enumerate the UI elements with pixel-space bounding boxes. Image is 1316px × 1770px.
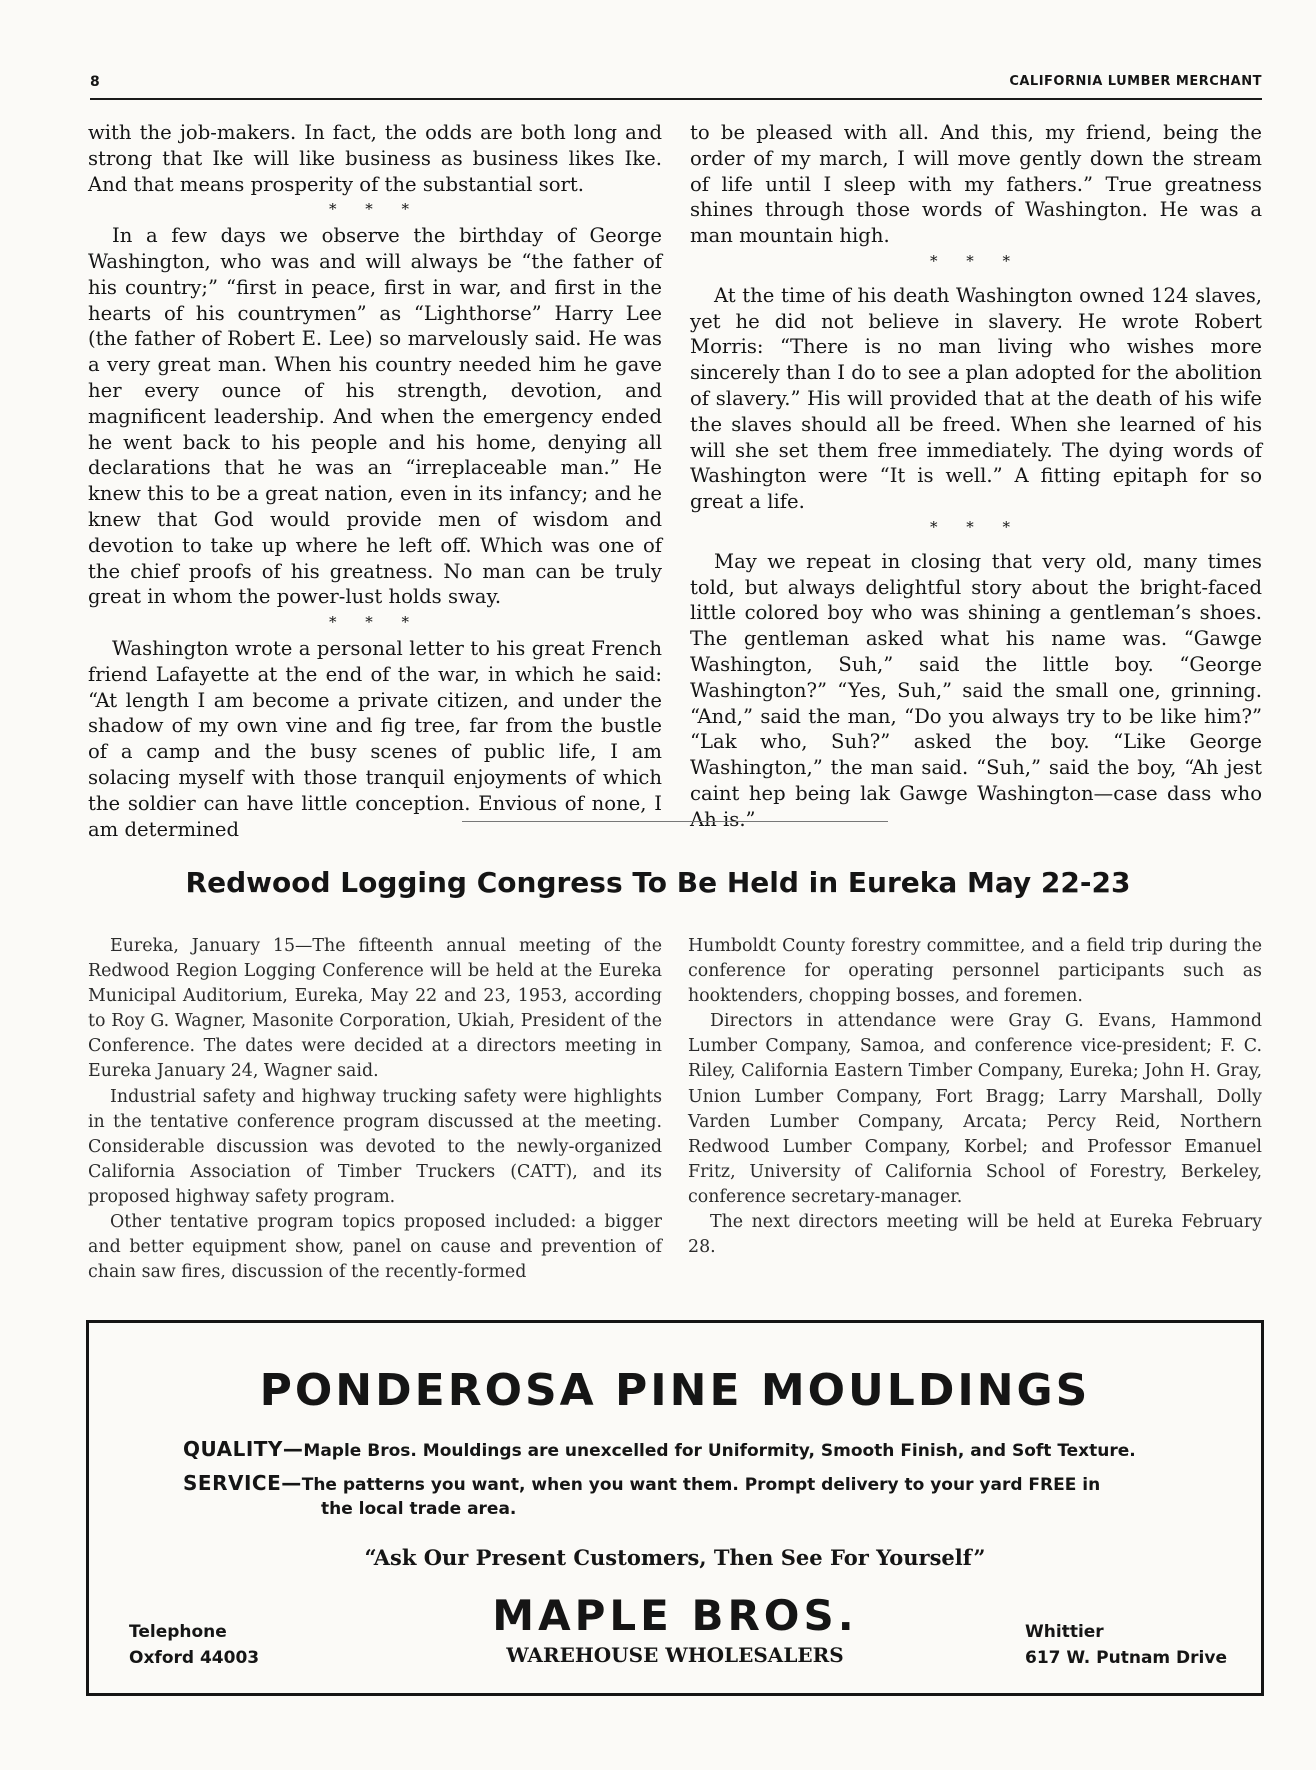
ad-slogan: “Ask Our Present Customers, Then See For Yourself” [364,1545,986,1570]
paragraph: Industrial safety and highway trucking safety were highlights in the tentative conference program discussed at the meeting. Considerable discussion was devoted to the newly-organized California Association of Timber Truckers (CATT), and its proposed highway safety program. [88,1086,662,1207]
ad-service-line [183,1471,1183,1495]
article-headline: Redwood Logging Congress To Be Held in Eureka May 22-23 [185,866,1131,899]
section-divider-stars: * * * [929,517,1023,536]
ad-tagline: WAREHOUSE WHOLESALERS [506,1643,844,1667]
paragraph: with the job-makers. In fact, the odds are both long and strong that Ike will like business as business likes Ike. And that means prosperity of the substantial sort. [88,121,662,196]
paragraph: The next directors meeting will be held at Eureka February 28. [688,1212,1262,1258]
paragraph: Directors in attendance were Gray G. Evans, Hammond Lumber Company, Samoa, and conference vice-president; F. C. Riley, California Eastern Timber Company, Eureka; John H. Gray, Union Lumber Company, Fort Bragg; Larry Marshall, Dolly Varden Lumber Company, Arcata; Percy Reid, Northern Redwood Lumber Company, Korbel; and Professor Emanuel Fritz, University of California School of Forestry, Berkeley, conference secretary-manager. [688,1011,1262,1207]
section-separator-rule [462,821,888,822]
running-head [90,74,1262,100]
ad-title: PONDEROSA PINE MOULDINGS [259,1365,1091,1416]
ad-brand-name: MAPLE BROS. [492,1591,858,1640]
paragraph: to be pleased with all. And this, my friend, being the order of my march, I will move gently down the stream of life until I sleep with my fathers.” True greatness shines through those words of Washington. He was a man mountain high. [690,121,1262,248]
ad-quality-text: Maple Bros. Mouldings are unexcelled for Uniformity, Smooth Finish, and Soft Texture. [303,1441,1136,1461]
article-column-left [88,934,662,1285]
paragraph: Humboldt County forestry committee, and a field trip during the conference for operating personnel participants such as hooktenders, chopping bosses, and foremen. [688,936,1262,1007]
paragraph: At the time of his death Washington owned 124 slaves, yet he did not believe in slavery. He wrote Robert Morris: “There is no man living who wishes more sincerely than I do to see a plan adopted for the abolition of slavery.” His will provided that at the death of his wife the slaves should all be freed. When she learned of his will she set them free immediately. The dying words of Washington were “It is well.” A fitting epitaph for so great a life. [690,283,1262,514]
paragraph: Eureka, January 15—The fifteenth annual meeting of the Redwood Region Logging Conference will be held at the Eureka Municipal Auditorium, Eureka, May 22 and 23, 1953, according to Roy G. Wagner, Masonite Corporation, Ukiah, President of the Conference. The dates were decided at a directors meeting in Eureka January 24, Wagner said. [88,936,662,1082]
ad-phone-label: Telephone [129,1622,227,1642]
ad-service-label: SERVICE— [183,1471,302,1495]
section-divider-stars: * * * [328,200,422,219]
paragraph: May we repeat in closing that very old, many times told, but always delightful story about the bright-faced little colored boy who was shining a gentleman’s shoes. The gentleman asked what his name was. “Gawge Washington, Suh,” said the little boy. “George Washington?” “Yes, Suh,” said the small one, grinning. “And,” said the man, “Do you always try to be like him?” “Lak who, Suh?” asked the boy. “Like George Washington,” the man said. “Suh,” said the boy, “Ah jest caint hep being lak Gawge Washington—case dass who Ah is.” [690,549,1262,831]
ad-phone-number: Oxford 44003 [129,1648,260,1668]
section-divider-stars: * * * [929,251,1023,270]
ad-city: Whittier [1025,1622,1104,1642]
article-column-right [688,934,1262,1260]
journal-title: CALIFORNIA LUMBER MERCHANT [1009,74,1262,89]
editorial-column-right [690,120,1262,833]
section-divider-stars: * * * [328,613,422,632]
advertisement-box [86,1320,1264,1696]
editorial-column-left [88,120,662,842]
ad-address-block [1025,1619,1227,1671]
page-number: 8 [90,74,100,90]
paragraph: Other tentative program topics proposed included: a bigger and better equipment show, panel on cause and prevention of chain saw fires, discussion of the recently-formed [88,1212,662,1283]
ad-quality-label: QUALITY— [183,1437,304,1461]
ad-service-text: The patterns you want, when you want them. Prompt delivery to your yard FREE in [301,1475,1101,1495]
ad-address: 617 W. Putnam Drive [1025,1648,1227,1668]
paragraph: Washington wrote a personal letter to his great French friend Lafayette at the end of the war, in which he said: “At length I am become a private citizen, and under the shadow of my own vine and fig tree, far from the bustle of a camp and the busy scenes of public life, I am solacing myself with those tranquil enjoyments of which the soldier can have little conception. Envious of none, I am determined [88,636,662,841]
ad-quality-line [183,1437,1183,1461]
paragraph: In a few days we observe the birthday of George Washington, who was and will always be “the father of his country;” “first in peace, first in war, and first in the hearts of his countrymen” as “Lighthorse” Harry Lee (the father of Robert E. Lee) so marvelously said. He was a very great man. When his country needed him he gave her every ounce of his strength, devotion, and magnificent leadership. And when the emergency ended he went back to his people and his home, denying all declarations that he was an “irreplaceable man.” He knew this to be a great nation, even in its infancy; and he knew that God would provide men of wisdom and devotion to take up where he left off. Which was one of the chief proofs of his greatness. No man can be truly great in whom the power-lust holds sway. [88,224,662,609]
ad-service-continuation: the local trade area. [321,1499,517,1519]
